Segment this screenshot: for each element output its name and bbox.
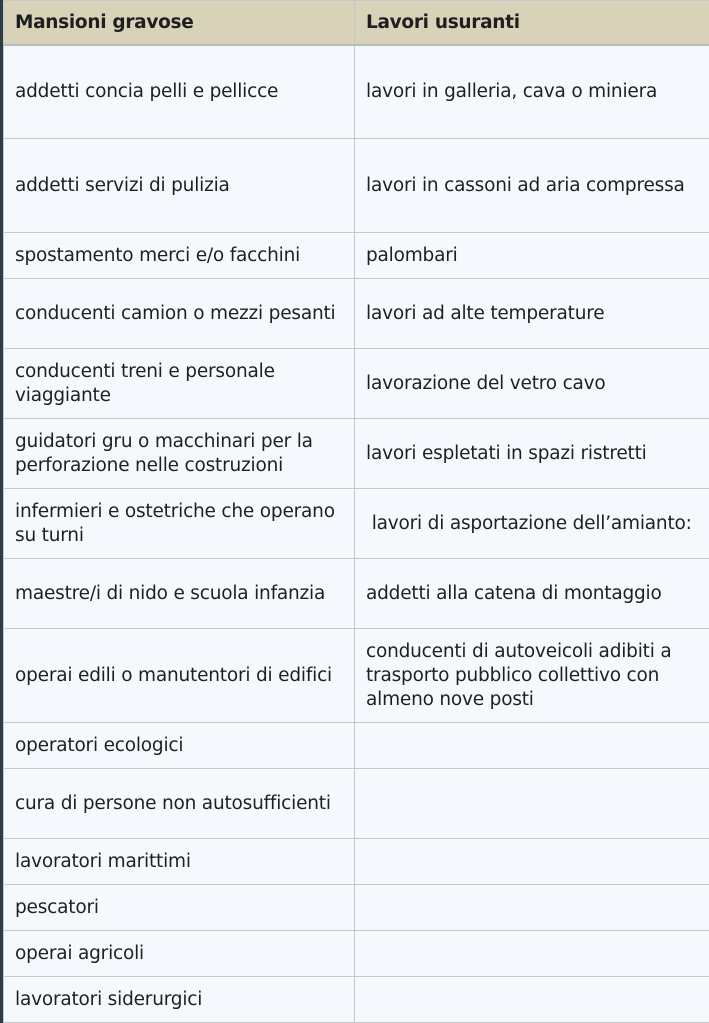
cell-lavoro (355, 885, 709, 931)
table-row (4, 629, 709, 723)
cell-mansione: operatori ecologici (4, 723, 355, 769)
cell-mansione: infermieri e ostetriche che operano su turni (4, 489, 355, 559)
table-row (4, 45, 709, 139)
table-row (4, 489, 709, 559)
table-row (4, 559, 709, 629)
cell-lavoro (355, 769, 709, 839)
header-lavori-usuranti: Lavori usuranti (355, 1, 709, 45)
cell-mansione: lavoratori marittimi (4, 839, 355, 885)
table-header-row (4, 1, 709, 45)
table-row (4, 419, 709, 489)
table-row (4, 931, 709, 977)
table-row (4, 349, 709, 419)
header-mansioni-gravose: Mansioni gravose (4, 1, 355, 45)
cell-lavoro: lavori in cassoni ad aria compressa (355, 139, 709, 233)
cell-mansione: operai agricoli (4, 931, 355, 977)
table-row (4, 233, 709, 279)
cell-lavoro: lavori di asportazione dell’amianto: (355, 489, 709, 559)
table-row (4, 279, 709, 349)
table-row (4, 885, 709, 931)
cell-mansione: cura di persone non autosufficienti (4, 769, 355, 839)
cell-mansione: pescatori (4, 885, 355, 931)
comparison-table (3, 0, 709, 1023)
cell-mansione: spostamento merci e/o facchini (4, 233, 355, 279)
table-row (4, 839, 709, 885)
cell-lavoro: lavori in galleria, cava o miniera (355, 45, 709, 139)
cell-mansione: addetti concia pelli e pellicce (4, 45, 355, 139)
cell-mansione: conducenti camion o mezzi pesanti (4, 279, 355, 349)
cell-lavoro: palombari (355, 233, 709, 279)
cell-mansione: lavoratori siderurgici (4, 977, 355, 1023)
cell-lavoro (355, 977, 709, 1023)
cell-mansione: operai edili o manutentori di edifici (4, 629, 355, 723)
table-row (4, 769, 709, 839)
cell-lavoro: lavori ad alte temperature (355, 279, 709, 349)
cell-mansione: maestre/i di nido e scuola infanzia (4, 559, 355, 629)
cell-lavoro (355, 723, 709, 769)
cell-lavoro: lavori espletati in spazi ristretti (355, 419, 709, 489)
cell-lavoro: conducenti di autoveicoli adibiti a trasporto pubblico collettivo con almeno nove posti (355, 629, 709, 723)
cell-mansione: conducenti treni e personale viaggiante (4, 349, 355, 419)
cell-lavoro (355, 839, 709, 885)
cell-mansione: addetti servizi di pulizia (4, 139, 355, 233)
cell-lavoro: addetti alla catena di montaggio (355, 559, 709, 629)
table-row (4, 723, 709, 769)
cell-mansione: guidatori gru o macchinari per la perforazione nelle costruzioni (4, 419, 355, 489)
cell-lavoro: lavorazione del vetro cavo (355, 349, 709, 419)
table-row (4, 139, 709, 233)
table-row (4, 977, 709, 1023)
cell-lavoro (355, 931, 709, 977)
